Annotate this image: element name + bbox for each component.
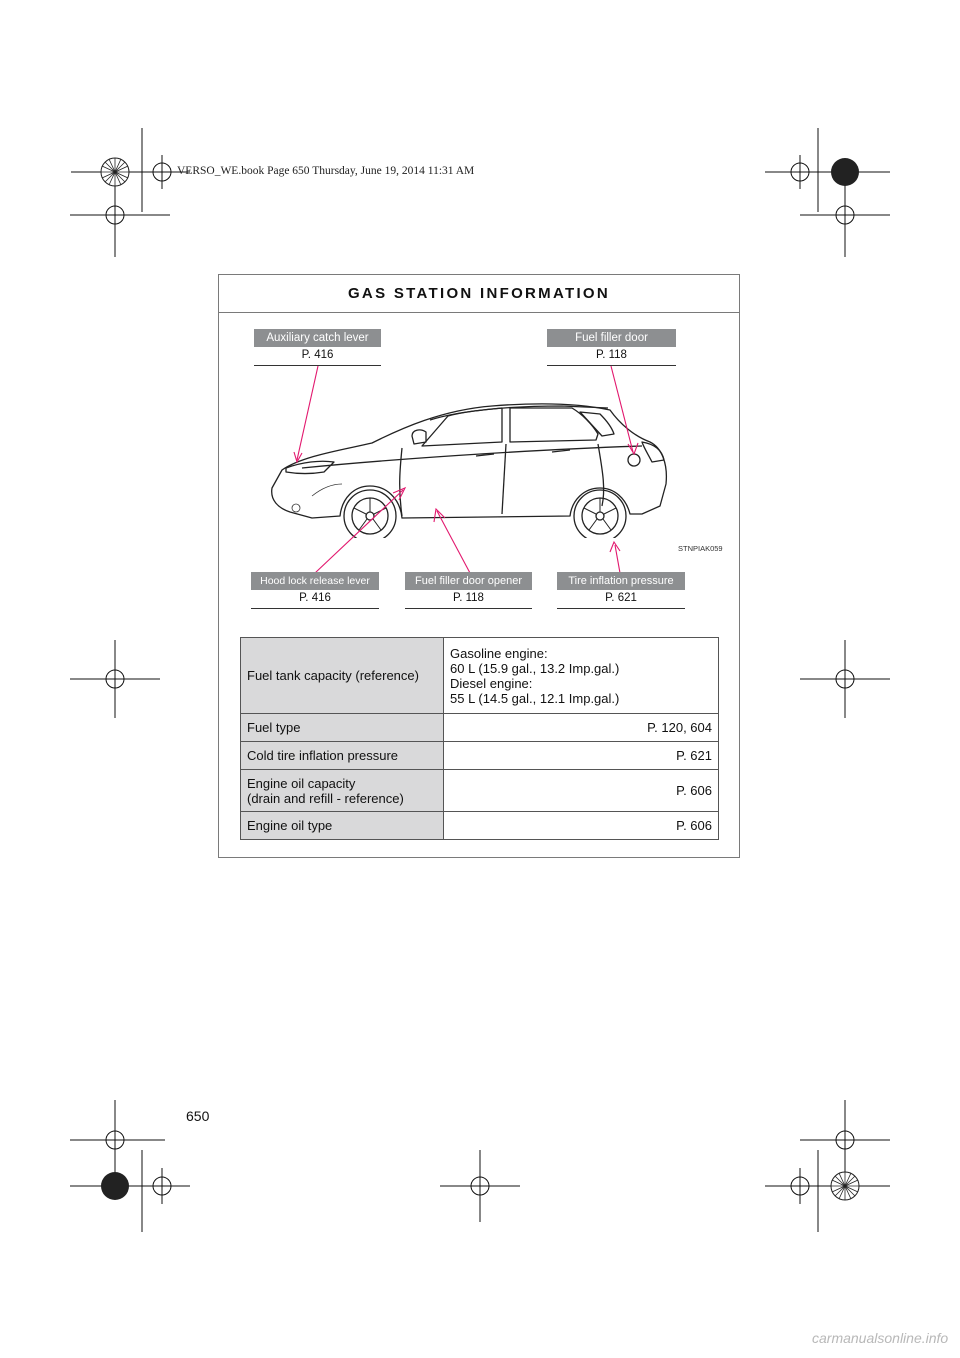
page-reference-link[interactable]: P. 606 [444, 812, 719, 840]
callout-label: Fuel filler door opener [405, 572, 532, 590]
page-reference-link[interactable]: P. 606 [444, 770, 719, 812]
value-line: Gasoline engine: [450, 645, 548, 661]
page-reference-link[interactable]: P. 416 [251, 590, 379, 609]
table-row [241, 714, 719, 742]
figure-code: STNPIAK059 [678, 544, 723, 553]
row-key: Fuel type [241, 714, 444, 742]
callout-fuel-filler-door-opener [405, 572, 532, 609]
gas-station-info-table [240, 637, 719, 840]
value-line: Diesel engine: [450, 675, 533, 691]
page-reference-link[interactable]: P. 118 [405, 590, 532, 609]
page-reference-link[interactable]: P. 118 [547, 347, 676, 366]
callout-tire-inflation-pressure [557, 572, 685, 609]
row-key: Fuel tank capacity (reference) [241, 638, 444, 714]
book-header-line: VERSO_WE.book Page 650 Thursday, June 19, 2014 11:31 AM [177, 165, 475, 177]
callout-label: Fuel filler door [547, 329, 676, 347]
callout-label: Tire inflation pressure [557, 572, 685, 590]
table-row [241, 770, 719, 812]
callout-label: Hood lock release lever [251, 572, 379, 590]
value-line: 55 L (14.5 gal., 12.1 Imp.gal.) [450, 690, 620, 706]
callout-label: Auxiliary catch lever [254, 329, 381, 347]
table-row [241, 812, 719, 840]
table-row [241, 742, 719, 770]
row-key: Cold tire inflation pressure [241, 742, 444, 770]
row-value [444, 638, 719, 714]
row-key: Engine oil type [241, 812, 444, 840]
key-line: (drain and refill - reference) [247, 790, 404, 806]
row-key [241, 770, 444, 812]
watermark: carmanualsonline.info [812, 1330, 949, 1346]
value-line: 60 L (15.9 gal., 13.2 Imp.gal.) [450, 660, 620, 676]
page-reference-link[interactable]: P. 621 [557, 590, 685, 609]
page-reference-link[interactable]: P. 120, 604 [444, 714, 719, 742]
page-number: 650 [186, 1108, 210, 1124]
key-line: Engine oil capacity [247, 775, 356, 791]
page-reference-link[interactable]: P. 621 [444, 742, 719, 770]
callout-hood-lock-release-lever [251, 572, 379, 609]
page-reference-link[interactable]: P. 416 [254, 347, 381, 366]
table-row [241, 638, 719, 714]
page-title: GAS STATION INFORMATION [347, 285, 611, 302]
